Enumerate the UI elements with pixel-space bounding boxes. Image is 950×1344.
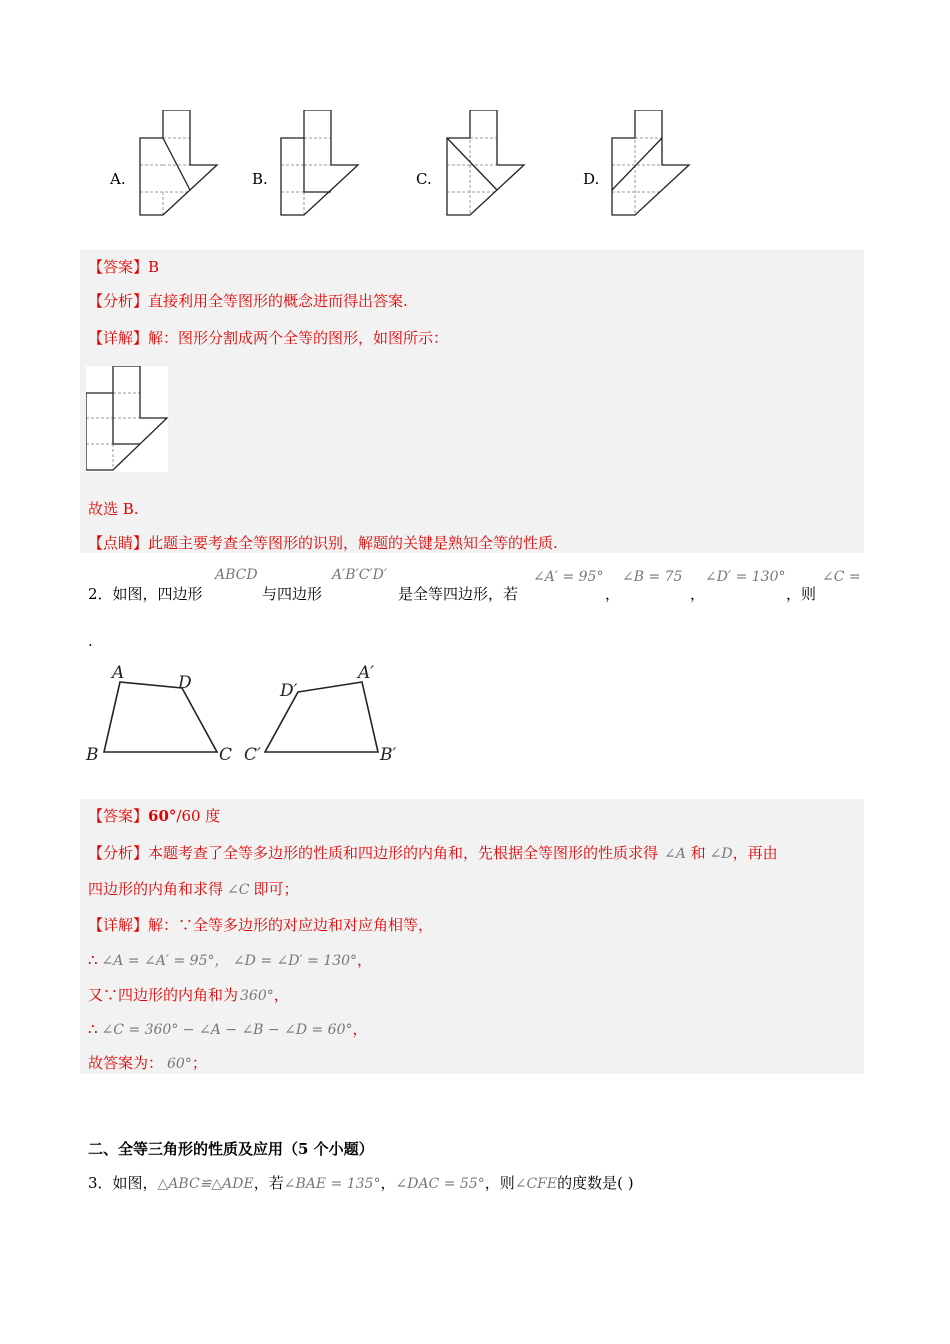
answer-tag: 【答案】 — [88, 807, 149, 825]
comment-text: 此题主要考查全等图形的识别，解题的关键是熟知全等的性质. — [148, 534, 558, 552]
option-d-label[interactable]: D. — [583, 170, 600, 188]
answer-value: B — [148, 258, 160, 276]
angle-a: ∠A — [664, 846, 686, 862]
q2-cond2: ∠B = 75 — [622, 569, 683, 585]
q2-abcd-prime: A′B′C′D′ — [332, 567, 388, 583]
q2-cond1: ∠A′ = 95° — [533, 569, 604, 585]
q2-comma2: ， — [690, 585, 706, 603]
option-d-figure — [607, 110, 697, 220]
q3-congruent: △ABC≌△ADE — [157, 1176, 254, 1192]
q3-cond2: ∠DAC = 55° — [395, 1176, 485, 1192]
therefore-symbol: ∴ — [88, 951, 98, 969]
q1-analysis-line — [88, 290, 408, 311]
option-c-label[interactable]: C. — [416, 170, 432, 188]
detail-text: 解：图形分割成两个全等的图形，如图所示： — [148, 329, 449, 347]
analysis-line2-pre: 四边形的内角和求得 — [88, 880, 224, 898]
analysis-and: 和 — [685, 844, 706, 862]
q2-cond3: ∠D′ = 130° — [705, 569, 786, 585]
label-b: B — [86, 745, 99, 765]
q3-comma: ， — [380, 1174, 396, 1192]
detail-text: 解：∵全等多边形的对应边和对应角相等， — [148, 916, 434, 934]
comment-tag: 【点睛】 — [88, 534, 149, 552]
q2-ask: ∠C = — [822, 569, 861, 585]
q1-answer-line — [88, 256, 159, 277]
option-b-label[interactable]: B. — [252, 170, 268, 188]
option-a-figure — [135, 110, 225, 220]
q1-comment-line — [88, 532, 558, 553]
q3-then: ，则 — [484, 1174, 515, 1192]
q1-choice-line: 故选 B. — [88, 500, 139, 518]
q3-question — [88, 1172, 634, 1193]
analysis-line2-post: 即可； — [253, 880, 299, 898]
label-d-prime: D′ — [280, 681, 298, 701]
detail-tag: 【详解】 — [88, 329, 149, 347]
q2-final-line — [88, 1052, 207, 1073]
q3-cond1: ∠BAE = 135° — [283, 1176, 381, 1192]
q2-detail-line — [88, 914, 433, 935]
therefore-symbol: ∴ — [88, 1020, 98, 1038]
also-text: 又∵四边形的内角和为 — [88, 986, 239, 1004]
answer-tag: 【答案】 — [88, 258, 149, 276]
q3-ask: ∠CFE — [514, 1176, 558, 1192]
q3-number: 3．如图， — [88, 1174, 158, 1192]
q2-therefore2-line — [88, 1018, 368, 1039]
q2-blank: . — [88, 632, 93, 650]
q3-tail: 的度数是( ) — [557, 1174, 634, 1192]
q2-then: ，则 — [786, 585, 817, 603]
section-heading: 二、全等三角形的性质及应用（5 个小题） — [88, 1140, 374, 1158]
q2-analysis-line1 — [88, 842, 778, 863]
final-end: ； — [191, 1054, 207, 1072]
label-c-prime: C′ — [244, 745, 261, 765]
quad-abcd — [104, 682, 217, 752]
analysis-text: 直接利用全等图形的概念进而得出答案. — [148, 292, 408, 310]
therefore2-math: ∠C = 360° − ∠A − ∠B − ∠D = 60° — [101, 1022, 353, 1038]
label-d: D — [178, 673, 192, 693]
q2-congruent: 是全等四边形，若 — [398, 585, 519, 603]
label-a: A — [112, 663, 125, 683]
answer-alt: /60 度 — [176, 807, 221, 825]
q1-solution-figure — [86, 366, 170, 472]
label-a-prime: A′ — [358, 663, 375, 683]
q2-also-line — [88, 984, 289, 1005]
q3-if: ，若 — [253, 1174, 284, 1192]
option-b-figure — [276, 110, 366, 220]
q2-figure — [82, 660, 412, 770]
therefore2-end: ， — [352, 1020, 368, 1038]
answer-value: 60° — [148, 807, 177, 825]
q2-comma1: ， — [605, 585, 621, 603]
q2-therefore1-line — [88, 949, 372, 970]
option-a-label[interactable]: A. — [110, 170, 126, 188]
q1-detail-line — [88, 327, 448, 348]
analysis-tag: 【分析】 — [88, 292, 149, 310]
also-value: 360° — [240, 988, 274, 1004]
also-end: ， — [273, 986, 289, 1004]
therefore1-math: ∠A = ∠A′ = 95°， ∠D = ∠D′ = 130° — [101, 953, 358, 969]
q2-number: 2．如图，四边形 — [88, 585, 203, 603]
q2-abcd: ABCD — [215, 567, 258, 583]
angle-d: ∠D — [709, 846, 733, 862]
final-text: 故答案为： — [88, 1054, 164, 1072]
option-c-figure — [442, 110, 532, 220]
therefore1-end: ， — [357, 951, 373, 969]
angle-c: ∠C — [227, 882, 250, 898]
q2-analysis-line2 — [88, 878, 298, 899]
q2-answer-line — [88, 805, 220, 826]
analysis-then: ，再由 — [732, 844, 778, 862]
label-c: C — [219, 745, 233, 765]
label-b-prime: B′ — [380, 745, 397, 765]
detail-tag: 【详解】 — [88, 916, 149, 934]
final-value: 60° — [167, 1056, 192, 1072]
analysis-text: 本题考查了全等多边形的性质和四边形的内角和，先根据全等图形的性质求得 — [148, 844, 659, 862]
q2-with: 与四边形 — [262, 585, 323, 603]
analysis-tag: 【分析】 — [88, 844, 149, 862]
